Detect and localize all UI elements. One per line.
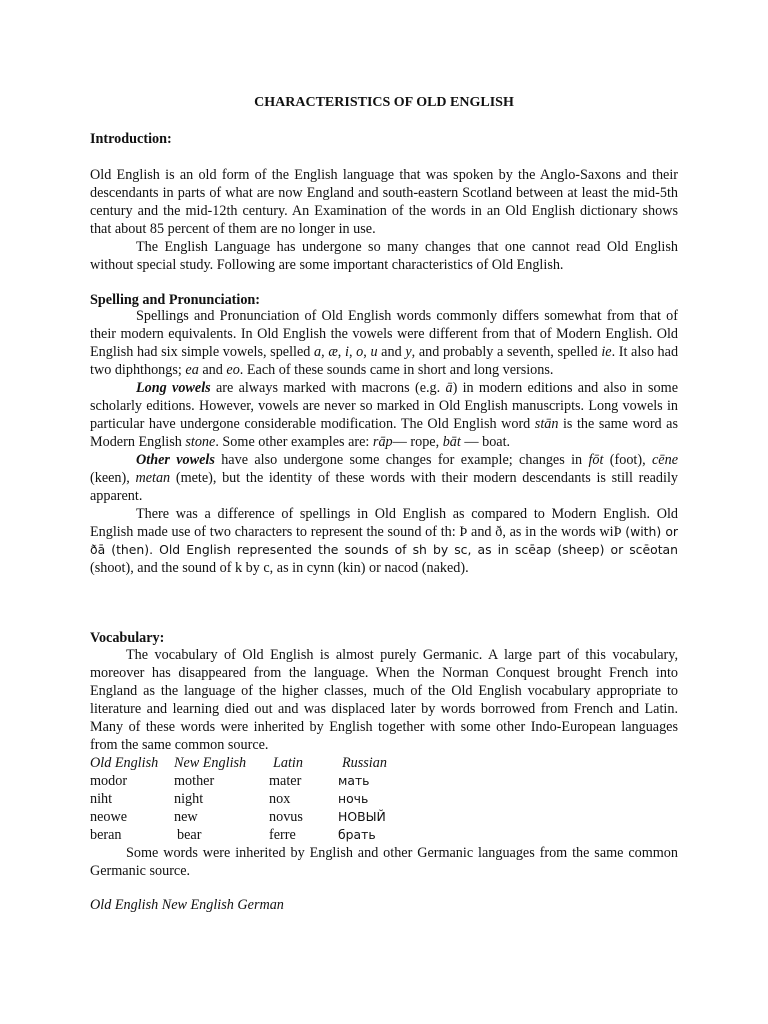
vocabulary-heading: Vocabulary: bbox=[90, 630, 165, 646]
cell-russian: НОВЫЙ bbox=[338, 809, 386, 824]
long-vowels-paragraph: Long vowels are always marked with macrons (e.g. ā) in modern editions and also in some scholarly editions. However, vowels are never so marked in Old English manuscripts. Long vowels in particular have undergone considerable modification. The Old English word stān is the same word as Modern English stone. Some other examples are: rāp— rope, bāt — boat. bbox=[90, 380, 678, 450]
vocabulary-section bbox=[90, 646, 678, 880]
word-comparison-table bbox=[90, 754, 678, 844]
spelling-difference-paragraph: There was a difference of spellings in Old English as compared to Modern English. Old English made use of two characters to represent the sound of th: Þ and ð, as in the words wiÞ (with) or ðā (then). Old English represented the sounds of sh by sc, as in scēap (sheep) or scēotan (shoot), and the sound of k by c, as in cynn (kin) or nacod (naked). bbox=[90, 506, 678, 576]
cell-new-english: bear bbox=[177, 827, 202, 843]
table-row bbox=[90, 808, 678, 826]
introduction-section bbox=[90, 166, 678, 274]
intro-paragraph-2: The English Language has undergone so many changes that one cannot read Old English without special study. Following are some important characteristics of Old English. bbox=[90, 239, 678, 273]
cell-latin: ferre bbox=[269, 827, 296, 843]
table-row bbox=[90, 826, 678, 844]
cell-old-english: neowe bbox=[90, 809, 128, 825]
header-old-english: Old English bbox=[90, 755, 159, 771]
cell-new-english: night bbox=[174, 791, 204, 807]
vocabulary-paragraph-2: Some words were inherited by English and other Germanic languages from the same common Germanic source. bbox=[90, 845, 678, 879]
header-latin: Latin bbox=[273, 755, 303, 771]
cell-latin: novus bbox=[269, 809, 303, 825]
cell-old-english: beran bbox=[90, 827, 122, 843]
cell-old-english: modor bbox=[90, 773, 128, 789]
cell-old-english: niht bbox=[90, 791, 113, 807]
spelling-paragraph-1: Spellings and Pronunciation of Old English words commonly differs somewhat from that of their modern equivalents. In Old English the vowels were different from that of Modern English. Old English had six simple vowels, spelled a, æ, i, o, u and y, and probably a seventh, spelled ie. It also had two diphthongs; ea and eo. Each of these sounds came in short and long versions. bbox=[90, 308, 679, 378]
spelling-heading: Spelling and Pronunciation: bbox=[90, 292, 261, 308]
introduction-heading: Introduction: bbox=[90, 131, 172, 147]
page-title: CHARACTERISTICS OF OLD ENGLISH bbox=[254, 95, 514, 110]
cell-new-english: new bbox=[174, 809, 198, 825]
other-vowels-paragraph: Other vowels have also undergone some changes for example; changes in fōt (foot), cēne (keen), metan (mete), but the identity of these words with their modern descendants is still readily apparent. bbox=[90, 452, 678, 504]
cell-russian: мать bbox=[338, 773, 370, 788]
header-new-english: New English bbox=[174, 755, 247, 771]
cell-new-english: mother bbox=[174, 773, 215, 789]
header-russian: Russian bbox=[342, 755, 387, 771]
cell-latin: nox bbox=[269, 791, 291, 807]
intro-paragraph-1: Old English is an old form of the English language that was spoken by the Anglo-Saxons and their descendants in parts of what are now England and south-eastern Scotland between at least the mid-5th century and the mid-12th century. An Examination of the words in an Old English dictionary shows that about 85 percent of them are no longer in use. bbox=[90, 167, 678, 237]
table-row bbox=[90, 790, 678, 808]
table-row bbox=[90, 772, 678, 790]
cell-russian: брать bbox=[338, 827, 376, 842]
table-header-row bbox=[90, 754, 678, 772]
spelling-section bbox=[90, 307, 678, 577]
cell-latin: mater bbox=[269, 773, 302, 789]
vocabulary-paragraph-1: The vocabulary of Old English is almost purely Germanic. A large part of this vocabulary, moreover has disappeared from the language. When the Norman Conquest brought French into England as the language of the higher classes, much of the Old English vocabulary appropriate to literature and learning died out and was displaced later by words borrowed from French and Latin. Many of these words were inherited by English together with some other Indo-European languages from the same common source. bbox=[90, 647, 678, 753]
cell-russian: ночь bbox=[338, 791, 369, 806]
table-2-heading: Old English New English German bbox=[90, 897, 284, 913]
